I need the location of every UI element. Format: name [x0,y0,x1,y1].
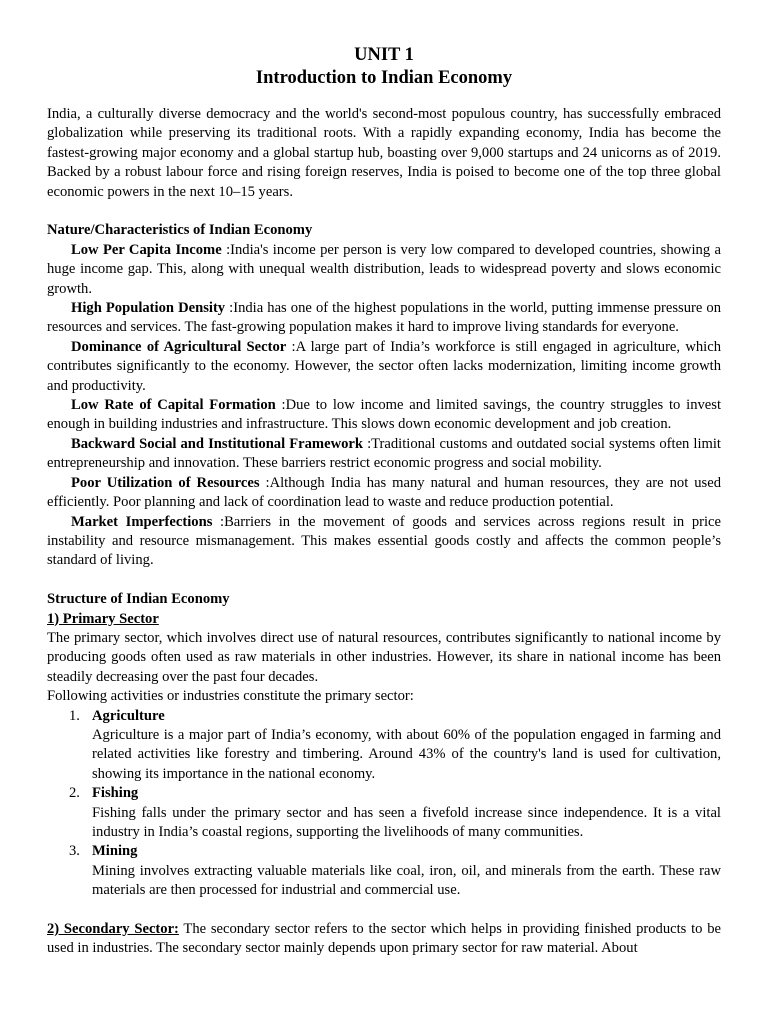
list-number: 1. [69,707,80,724]
secondary-sector-body: The secondary sector refers to the sector which helps in providing finished products to be used in industries. The secondary sector mainly depends upon primary sector for raw material. About [47,921,721,957]
characteristic-item [47,474,721,513]
primary-sector-lead: Following activities or industries constitute the primary sector: [47,688,414,705]
characteristic-text: :Barriers in the movement of goods and services across regions result in price instability and resource mismanagement. This makes essential goods costly and affects the common people’s standard of living. [47,513,721,569]
characteristic-term: High Population Density [71,300,226,317]
list-item [47,707,721,785]
list-item-title: Mining [92,843,138,860]
list-item-body: Mining involves extracting valuable materials like coal, iron, oil, and minerals from the earth. These raw materials are then processed for industrial and commercial use. [92,862,721,899]
list-item [47,784,721,842]
list-item-body: Fishing falls under the primary sector and has seen a fivefold increase since independence. It is a vital industry in India’s coastal regions, supporting the livelihoods of many communities. [92,804,721,840]
characteristic-text: :Due to low income and limited savings, the country struggles to invest enough in building industries and infrastructure. This slows down economic development and job creation. [47,397,721,433]
characteristic-text: :India has one of the highest populations in the world, putting immense pressure on resources and services. The fast-growing population makes it hard to improve living standards for everyone. [47,300,721,336]
primary-sector-heading [47,610,721,629]
characteristic-term: Backward Social and Institutional Framework [71,435,363,452]
characteristic-term: Poor Utilization of Resources [71,474,260,491]
characteristic-text: :Traditional customs and outdated social systems often limit entrepreneurship and innovation. These barriers restrict economic progress and social mobility. [47,435,721,472]
characteristic-item [47,435,721,474]
primary-sector-body: The primary sector, which involves direct use of natural resources, contributes significantly to national income by producing goods often used as raw materials in other industries. However, its share in national income has been steadily decreasing over the past four decades. [47,629,721,685]
characteristic-item [47,513,721,571]
page-title: Introduction to Indian Economy [255,68,513,88]
intro-paragraph: India, a culturally diverse democracy and the world's second-most populous country, has successfully embraced globalization while preserving its traditional roots. With a rapidly expanding economy, India has become the fastest-growing major economy and a global startup hub, boasting over 9,000 startups and 24 unicorns as of 2019. Backed by a robust labour force and rising foreign reserves, India is poised to become one of the top three global economic powers in the next 10–15 years. [47,106,721,200]
characteristic-term: Dominance of Agricultural Sector [71,338,287,355]
primary-activities-list [47,707,721,901]
characteristic-item [47,299,721,338]
nature-heading: Nature/Characteristics of Indian Economy [47,222,313,239]
list-number: 2. [69,785,80,802]
list-number: 3. [69,843,80,860]
characteristic-text: :Although India has many natural and human resources, they are not used efficiently. Poor planning and lack of coordination lead to waste and reduce production potential. [47,474,721,511]
list-item [47,842,721,900]
characteristic-item [47,338,721,396]
characteristic-term: Low Per Capita Income [71,241,222,258]
list-item-body: Agriculture is a major part of India’s economy, with about 60% of the population engaged in farming and related activities like forestry and timbering. Around 43% of the country's land is used for cultivation, showing its importance in the national economy. [92,726,721,782]
list-item-title: Fishing [92,785,139,802]
secondary-sector-paragraph [47,920,721,959]
characteristic-text: :A large part of India’s workforce is still engaged in agriculture, which contributes significantly to the economy. However, the sector often lacks modernization, limiting income growth and productivity. [47,338,722,394]
primary-sector-title: 1) Primary Sector [47,610,159,627]
list-item-title: Agriculture [92,707,165,724]
characteristic-term: Low Rate of Capital Formation [71,397,276,414]
unit-title: UNIT 1 [354,45,414,65]
characteristic-term: Market Imperfections [71,513,213,530]
characteristic-text: :India's income per person is very low compared to developed countries, showing a huge income gap. This, along with unequal wealth distribution, leads to widespread poverty and slows economic growth. [47,241,721,297]
secondary-sector-title: 2) Secondary Sector: [47,921,179,938]
characteristic-item [47,241,721,299]
structure-heading: Structure of Indian Economy [47,591,230,608]
characteristic-item [47,396,721,435]
